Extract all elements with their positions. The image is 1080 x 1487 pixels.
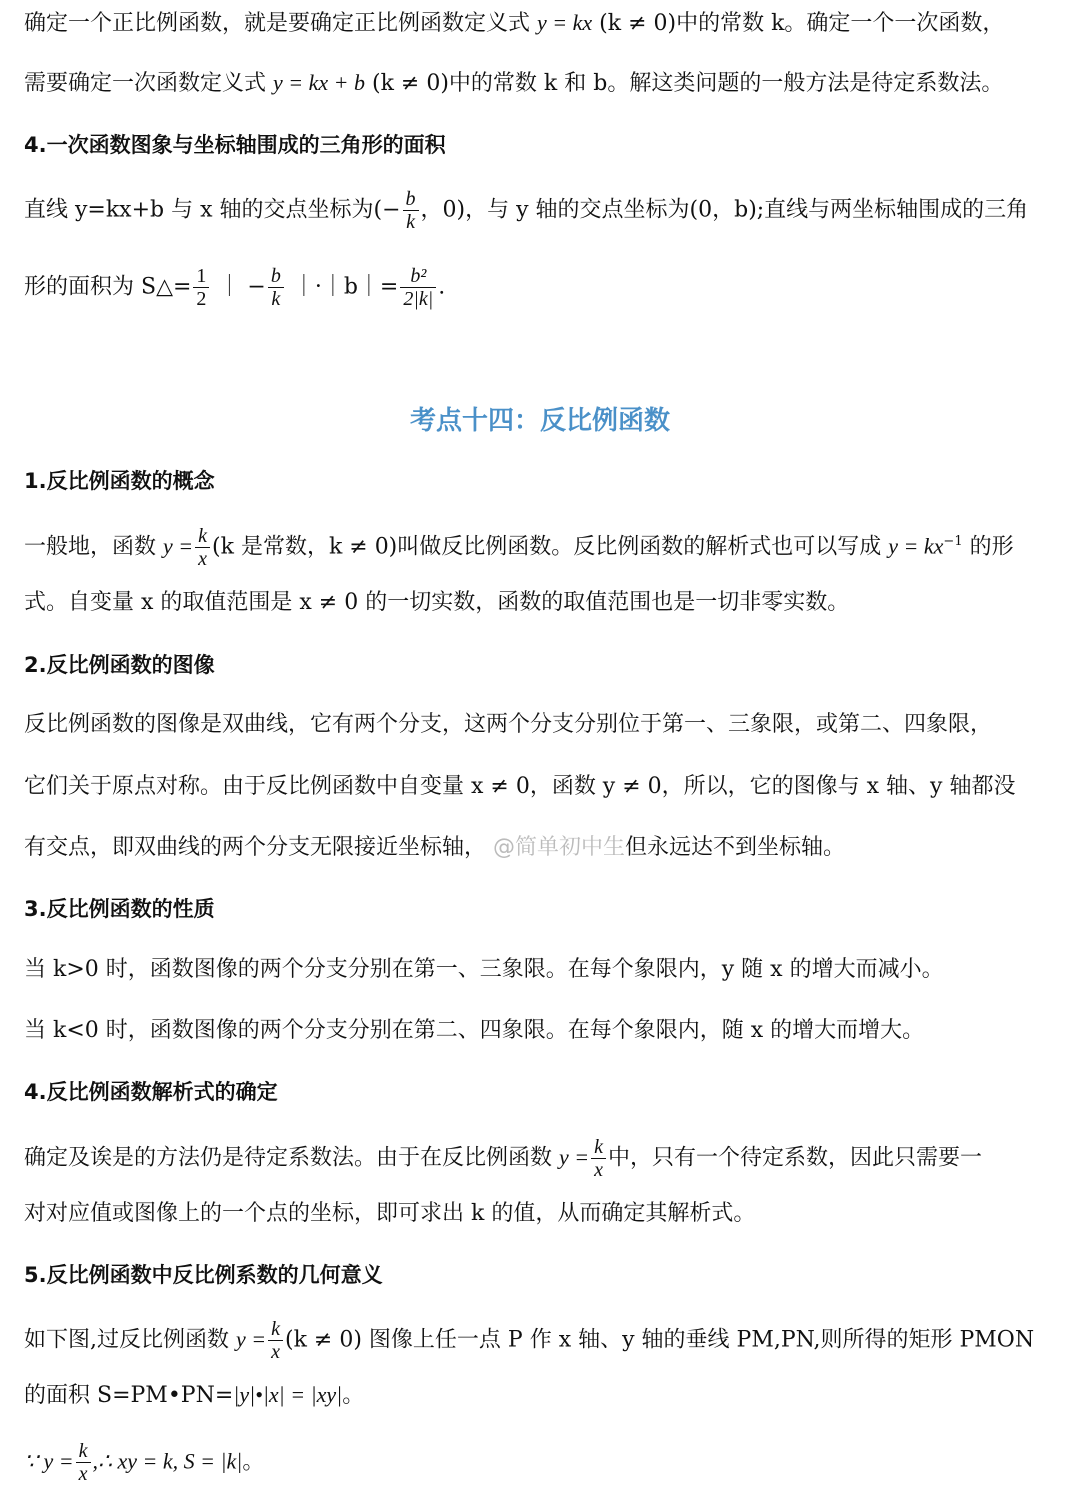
text: (k ≠ 0)中的常数 k 和 b。解这类问题的一般方法是待定系数法。: [372, 71, 1004, 96]
fraction: $\frac{k}{x}$: [76, 1440, 91, 1485]
text-line: [24, 265, 1056, 310]
text: (k ≠ 0)中的常数 k。确定一个一次函数，: [599, 11, 1005, 36]
text: (k 是常数，k ≠ 0)叫做反比例函数。反比例函数的解析式也可以写成: [212, 534, 882, 560]
formula: y = kx + b: [273, 70, 366, 95]
fraction: $\frac{k}{x}$: [195, 525, 210, 570]
subheading: 2.反比例函数的图像: [24, 653, 215, 677]
text-line: [24, 8, 1056, 39]
subheading: 5.反比例函数中反比例系数的几何意义: [24, 1263, 383, 1287]
text: ｜ −: [218, 274, 266, 300]
formula: |y|•|x| = |xy|: [233, 1382, 343, 1407]
superscript: −1: [943, 534, 963, 550]
subheading: 3.反比例函数的性质: [24, 897, 215, 921]
fraction: $\frac{k}{x}$: [268, 1318, 283, 1363]
formula: y =: [163, 533, 194, 559]
section-title: 考点十四：反比例函数: [409, 406, 670, 436]
text-line: 对对应值或图像上的一个点的坐标，即可求出 k 的值，从而确定其解析式。: [24, 1201, 756, 1226]
text: 。: [342, 1383, 365, 1408]
fraction: $\frac{b}{k}$: [403, 188, 419, 233]
subheading: 4.一次函数图象与坐标轴围成的三角形的面积: [24, 133, 446, 157]
fraction: $\frac{\text{b²}}{2|k|}$: [400, 265, 436, 310]
text-line: [24, 1136, 1056, 1181]
subheading: 4.反比例函数解析式的确定: [24, 1080, 278, 1104]
text: 但永远达不到坐标轴。: [625, 835, 846, 860]
fraction: $\frac{1}{2}$: [193, 265, 209, 310]
text-line: 当 k>0 时，函数图像的两个分支分别在第一、三象限。在每个象限内，y 随 x 的增大而减小。: [24, 957, 944, 982]
text: 一般地，函数: [24, 534, 157, 560]
formula: y = kx: [537, 10, 593, 35]
formula: y =: [559, 1144, 590, 1170]
text: 确定及诶是的方法仍是待定系数法。由于在反比例函数: [24, 1145, 553, 1171]
text-line: [24, 68, 1056, 99]
text-line: [24, 1440, 1056, 1485]
text: 直线 y=kx+b 与 x 轴的交点坐标为(: [24, 197, 383, 223]
text: 的形: [969, 534, 1014, 560]
text-line: 当 k<0 时，函数图像的两个分支分别在第二、四象限。在每个象限内，随 x 的增大而增大。: [24, 1018, 925, 1043]
minus-sign: −: [382, 197, 401, 223]
text: 。: [242, 1449, 265, 1475]
text: 需要确定一次函数定义式: [24, 71, 267, 96]
text-line: 反比例函数的图像是双曲线，它有两个分支，这两个分支分别位于第一、三象限，或第二、四象限，: [24, 712, 993, 737]
watermark: @简单初中生: [493, 835, 626, 860]
formula: ∵ y =: [24, 1448, 74, 1474]
text-line: [24, 525, 1056, 570]
text: 中，只有一个待定系数，因此只需要一: [608, 1145, 983, 1171]
text: 有交点，即双曲线的两个分支无限接近坐标轴，: [24, 835, 487, 860]
text: ｜·｜b｜=: [292, 274, 399, 300]
formula: y = kx: [888, 533, 944, 559]
formula: y =: [236, 1326, 267, 1352]
text-line: [24, 1318, 1056, 1363]
text: 确定一个正比例函数，就是要确定正比例函数定义式: [24, 11, 531, 36]
text-line: [24, 1380, 1056, 1411]
fraction: $\frac{k}{x}$: [591, 1136, 606, 1181]
text: (k ≠ 0) 图像上任一点 P 作 x 轴、y 轴的垂线 PM,PN,则所得的矩形 PMON: [285, 1327, 1035, 1353]
subheading: 1.反比例函数的概念: [24, 469, 215, 493]
formula: ,∴ xy = k, S = |k|: [92, 1448, 243, 1474]
text-line: 它们关于原点对称。由于反比例函数中自变量 x ≠ 0，函数 y ≠ 0，所以，它的图像与 x 轴、y 轴都没: [24, 774, 1016, 799]
text: 如下图,过反比例函数: [24, 1327, 229, 1353]
text-line: 式。自变量 x 的取值范围是 x ≠ 0 的一切实数，函数的取值范围也是一切非零实数。: [24, 590, 850, 615]
text: .: [438, 274, 446, 300]
text: ，0)，与 y 轴的交点坐标为(0，b);直线与两坐标轴围成的三角: [420, 197, 1029, 223]
text-line: [24, 833, 1056, 863]
fraction: $\frac{b}{k}$: [268, 265, 284, 310]
text-line: [24, 188, 1056, 233]
text: 形的面积为 S△=: [24, 274, 192, 300]
text: 的面积 S=PM•PN=: [24, 1383, 234, 1408]
